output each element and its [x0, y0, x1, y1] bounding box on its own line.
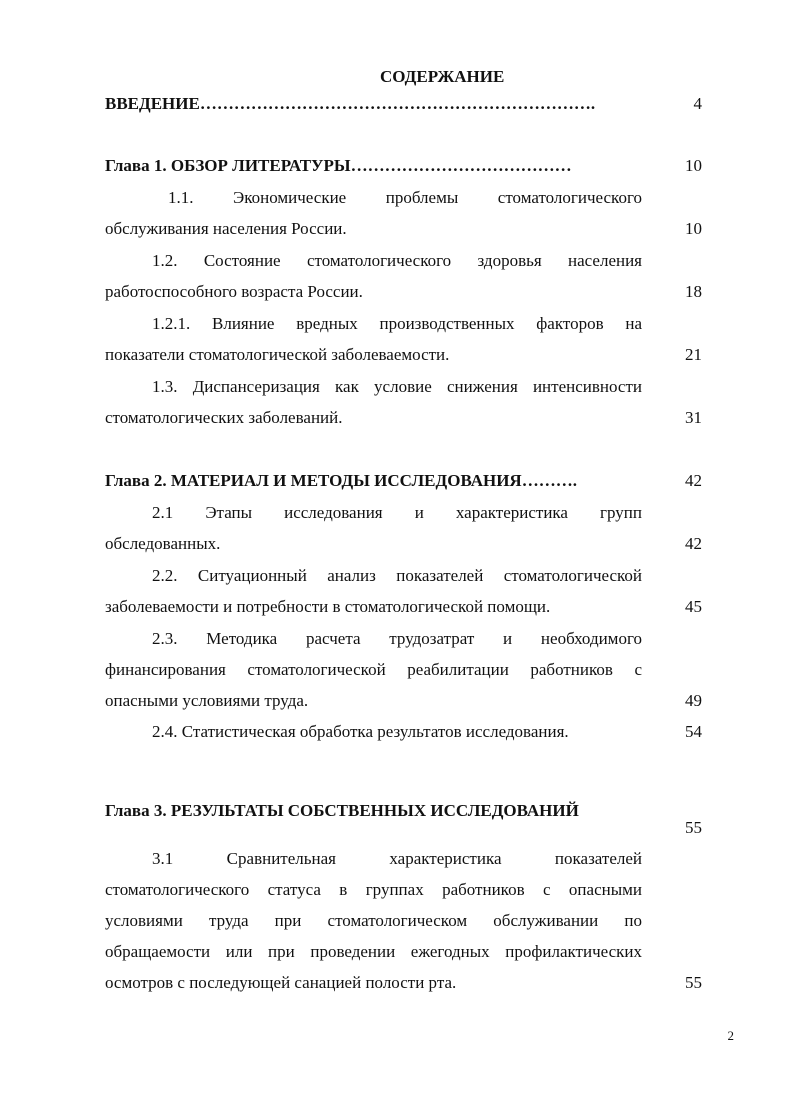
toc-section-2-1-line-2: обследованных. [105, 534, 221, 553]
toc-section-1-2-line-1: 1.2. Состояние стоматологического здоровья населения [152, 251, 642, 270]
toc-chapter-2: Глава 2. МАТЕРИАЛ И МЕТОДЫ ИССЛЕДОВАНИЯ………. [105, 471, 577, 490]
toc-page-number: 45 [685, 597, 702, 616]
toc-chapter-3: Глава 3. РЕЗУЛЬТАТЫ СОБСТВЕННЫХ ИССЛЕДОВАНИЙ [105, 801, 579, 820]
toc-section-3-1-line-5: осмотров с последующей санацией полости рта. [105, 973, 457, 992]
toc-section-3-1-line-2: стоматологического статуса в группах работников с опасными [105, 880, 642, 899]
page-number-footer: 2 [727, 1028, 734, 1043]
toc-chapter-1: Глава 1. ОБЗОР ЛИТЕРАТУРЫ………………………………… [105, 156, 572, 175]
toc-section-2-3-line-1: 2.3. Методика расчета трудозатрат и необходимого [152, 629, 642, 648]
toc-page-number: 4 [693, 94, 702, 113]
toc-entry-introduction: ВВЕДЕНИЕ……………………………………………………………. [105, 94, 596, 113]
toc-page-number: 21 [685, 345, 702, 364]
toc-page-number: 54 [685, 722, 702, 741]
toc-section-1-1-line-1: 1.1. Экономические проблемы стоматологического [168, 188, 642, 207]
toc-section-2-2-line-2: заболеваемости и потребности в стоматологической помощи. [105, 597, 551, 616]
toc-section-1-1-line-2: обслуживания населения России. [105, 219, 347, 238]
toc-page-number: 10 [685, 156, 702, 175]
toc-page-number: 31 [685, 408, 702, 427]
toc-section-2-3-line-3: опасными условиями труда. [105, 691, 309, 710]
toc-section-3-1-line-1: 3.1 Сравнительная характеристика показателей [152, 849, 642, 868]
toc-page-number: 55 [685, 818, 702, 837]
toc-section-1-3-line-1: 1.3. Диспансеризация как условие снижения интенсивности [152, 377, 642, 396]
toc-section-1-2-1-line-1: 1.2.1. Влияние вредных производственных факторов на [152, 314, 642, 333]
toc-section-2-4: 2.4. Статистическая обработка результатов исследования. [152, 722, 569, 741]
toc-section-3-1-line-3: условиями труда при стоматологическом обслуживании по [105, 911, 642, 930]
toc-page-number: 49 [685, 691, 702, 710]
toc-page-number: 10 [685, 219, 702, 238]
toc-section-3-1-line-4: обращаемости или при проведении ежегодных профилактических [105, 942, 642, 961]
toc-section-2-3-line-2: финансирования стоматологической реабилитации работников с [105, 660, 642, 679]
toc-section-1-2-1-line-2: показатели стоматологической заболеваемости. [105, 345, 450, 364]
toc-section-2-2-line-1: 2.2. Ситуационный анализ показателей стоматологической [152, 566, 642, 585]
toc-section-2-1-line-1: 2.1 Этапы исследования и характеристика групп [152, 503, 642, 522]
toc-page-number: 18 [685, 282, 702, 301]
toc-page-number: 55 [685, 973, 702, 992]
toc-section-1-2-line-2: работоспособного возраста России. [105, 282, 363, 301]
toc-page-number: 42 [685, 534, 702, 553]
toc-section-1-3-line-2: стоматологических заболеваний. [105, 408, 343, 427]
toc-page-number: 42 [685, 471, 702, 490]
toc-title: СОДЕРЖАНИЕ [380, 67, 505, 86]
